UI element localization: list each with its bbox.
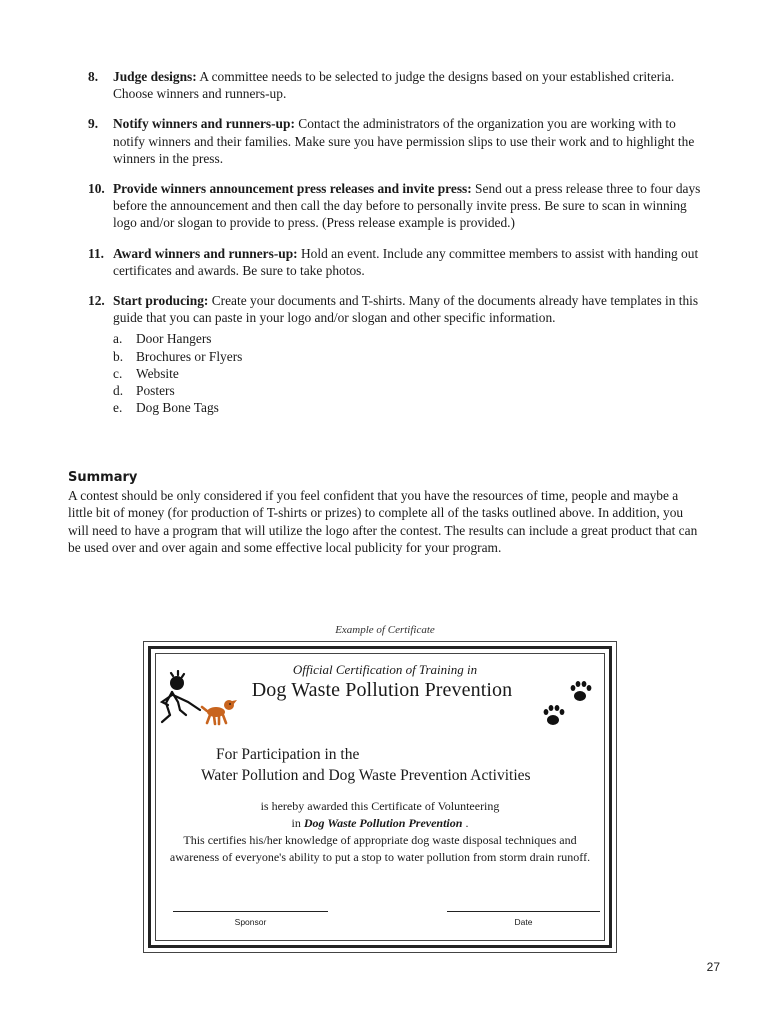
document-type-letter: a. <box>113 331 123 347</box>
step-item <box>88 68 708 102</box>
certificate-caption: Example of Certificate <box>335 624 435 636</box>
step-number: 9. <box>88 116 99 132</box>
certificate-program-name: Dog Waste Pollution Prevention <box>303 816 463 830</box>
step-number: 12. <box>88 293 105 309</box>
step-item <box>88 245 708 279</box>
certificate-activities: Water Pollution and Dog Waste Prevention Activities <box>201 767 531 784</box>
step-item <box>88 115 708 167</box>
document-type-letter: b. <box>113 348 124 364</box>
step-title: Award winners and runners-up: <box>113 245 298 261</box>
steps-list <box>88 68 708 429</box>
certificate-awarded: is hereby awarded this Certificate of Volunteering <box>260 799 500 813</box>
step-number: 8. <box>88 69 99 84</box>
dog-icon <box>202 700 237 724</box>
document-type-item <box>113 348 708 365</box>
certificate-title: Dog Waste Pollution Prevention <box>251 679 513 701</box>
certificate-program-line <box>160 815 600 832</box>
certificate-certifies: This certifies his/her knowledge of appropriate dog waste disposal techniques and awareness of everyone's ability to put a stop to water pollution from storm drain runoff. <box>169 833 591 864</box>
step-title: Judge designs: <box>113 69 197 84</box>
certificate-participation: For Participation in the <box>216 746 360 763</box>
step-text: Contact the administrators of the organization you are working with to notify winners and their families. Make sure you have permission slips to use their work and to highlight the winners in the press. <box>113 116 695 166</box>
document-type-label: Dog Bone Tags <box>136 400 219 416</box>
date-label: Date <box>514 917 533 927</box>
sponsor-label: Sponsor <box>234 917 267 927</box>
document-type-item <box>113 382 708 399</box>
document-type-label: Posters <box>136 383 175 399</box>
step-text: A committee needs to be selected to judge the designs based on your established criteria. Choose winners and runners-up. <box>113 69 675 102</box>
step-item <box>88 292 708 416</box>
document-type-letter: c. <box>113 365 123 381</box>
step-number: 11. <box>88 245 104 261</box>
step-title: Start producing: <box>113 293 209 309</box>
page-number: 27 <box>706 960 720 974</box>
summary-text: A contest should be only considered if you feel confident that you have the resources of time, people and maybe a little bit of money (for production of T-shirts or prizes) to complete all of the tasks outlined above. In addition, you will need to have a program that will utilize the logo after the contest. The results can include a great product that can be used over and over again and some effective local publicity for your program. <box>68 488 698 556</box>
document-types-list <box>113 330 708 416</box>
document-type-label: Brochures or Flyers <box>136 348 243 364</box>
step-title: Provide winners announcement press releases and invite press: <box>113 181 472 197</box>
step-text: Create your documents and T-shirts. Many of the documents already have templates in this guide that you can paste in your logo and/or slogan and other specific information. <box>113 293 699 326</box>
certificate-in-suffix: . <box>462 816 469 830</box>
sponsor-signature-line <box>173 911 328 912</box>
step-item <box>88 180 708 232</box>
date-signature-line <box>447 911 600 912</box>
certificate-body <box>160 798 600 866</box>
step-text: Send out a press release three to four days before the announcement and then call the day before to personally invite press. Be sure to scan in winning logo and/or slogan to provide to press. (Press release example is provided.) <box>113 181 701 231</box>
step-number: 10. <box>88 181 105 197</box>
document-type-letter: d. <box>113 383 124 399</box>
step-title: Notify winners and runners-up: <box>113 116 295 132</box>
summary-heading: Summary <box>68 470 138 485</box>
document-type-letter: e. <box>113 400 123 416</box>
document-type-item <box>113 330 708 347</box>
certificate-in-prefix: in <box>291 816 304 830</box>
step-text: Hold an event. Include any committee members to assist with handing out certificates and awards. Be sure to take photos. <box>113 245 699 278</box>
document-type-label: Door Hangers <box>136 331 212 347</box>
certificate-subtitle: Official Certification of Training in <box>292 662 478 677</box>
document-type-label: Website <box>136 365 179 381</box>
document-type-item <box>113 399 708 416</box>
document-type-item <box>113 365 708 382</box>
